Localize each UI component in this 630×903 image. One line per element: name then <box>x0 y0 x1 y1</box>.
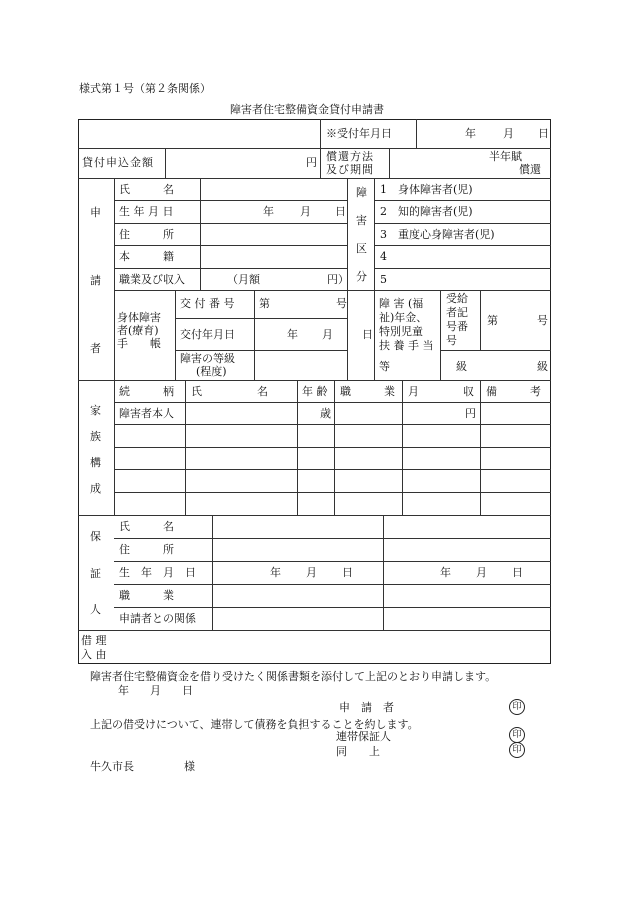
applicant-job-income-label: 職業及び収入 <box>119 273 185 286</box>
guarantor-dob-label: 生 年 月 日 <box>119 566 196 579</box>
disability-item: 3 重度心身障害者(児) <box>380 228 495 241</box>
family-header: 職 業 <box>340 385 395 398</box>
family-header: 年 齢 <box>302 385 328 398</box>
disability-item: 5 <box>380 273 387 286</box>
family-header: 続 柄 <box>119 385 174 398</box>
guarantor-name-label: 氏 名 <box>119 520 174 533</box>
seal-mark: 印 <box>509 699 525 715</box>
form-number: 様式第１号（第２条関係） <box>79 82 211 95</box>
loan-reason-label: 借 理 <box>81 634 107 647</box>
disability-item: 1 身体障害者(児) <box>380 183 473 196</box>
joint-liability: 上記の借受けについて、連帯して債務を負担することを約します。 <box>90 718 419 731</box>
loan-amount-label: 貸付申込金額 <box>82 156 154 169</box>
family-self: 障害者本人 <box>119 407 174 420</box>
family-header: 備 考 <box>486 385 541 398</box>
receipt-label: ※受付年月日 <box>326 127 392 140</box>
addressee: 牛久市長 <box>90 760 134 773</box>
guarantor-relation-label: 申請者との関係 <box>119 612 196 625</box>
applicant-domicile-label: 本 籍 <box>119 250 174 263</box>
section-family: 家 <box>90 404 101 417</box>
guarantor-address-label: 住 所 <box>119 543 174 556</box>
applicant-address-label: 住 所 <box>119 228 174 241</box>
applicant-sign: 申 請 者 <box>339 701 394 714</box>
family-header: 月 収 <box>408 385 474 398</box>
guarantor-sign: 連帯保証人 <box>336 730 391 743</box>
family-header: 氏 名 <box>191 385 268 398</box>
applicant-dob-label: 生 年 月 日 <box>119 205 174 218</box>
seal-mark: 印 <box>509 742 525 758</box>
declaration: 障害者住宅整備資金を借り受けたく関係書類を添付して上記のとおり申請します。 <box>90 670 497 683</box>
section-guarantor: 保 <box>90 530 101 543</box>
disability-item: 2 知的障害者(児) <box>380 205 473 218</box>
section-disability: 障 <box>356 186 367 199</box>
section-applicant: 申 <box>90 206 101 219</box>
seal-mark: 印 <box>509 727 525 743</box>
disability-item: 4 <box>380 250 387 263</box>
applicant-name-label: 氏 名 <box>119 183 174 196</box>
guarantor-job-label: 職 業 <box>119 589 174 602</box>
page-title: 障害者住宅整備資金貸付申請書 <box>230 103 384 116</box>
